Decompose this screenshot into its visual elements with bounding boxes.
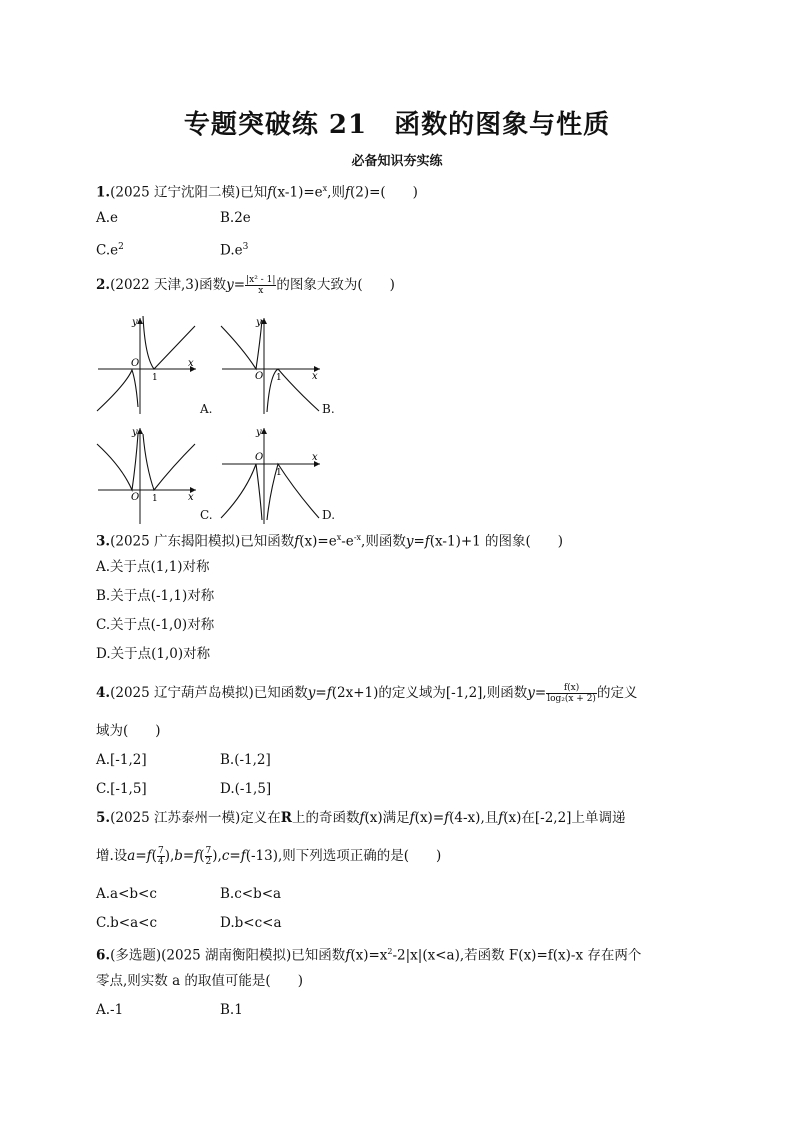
axis-y-label: y: [132, 317, 138, 328]
graph-label-d[interactable]: D.: [322, 508, 336, 522]
question-3-stem: 3.(2025 广东揭阳模拟)已知函数$f(x)=e^x-e^{-x}$,则函数y=f(x-1)+1 的图象( ): [96, 533, 564, 550]
question-1-option-c[interactable]: $C.e^2$: [96, 242, 124, 259]
graph-label-a[interactable]: A.: [200, 402, 213, 416]
question-3-option-b[interactable]: B.关于点(-1,1)对称: [96, 588, 215, 604]
tick-label-1: 1: [276, 468, 282, 478]
question-1-option-a[interactable]: A.e: [96, 210, 119, 226]
question-4-stem-line-2: 域为( ): [96, 723, 161, 739]
question-5-option-d[interactable]: D.b<c<a: [220, 915, 282, 931]
axis-x-label: x: [188, 492, 194, 503]
section-subtitle: 必备知识夯实练: [351, 154, 443, 169]
graph-option-a[interactable]: [92, 312, 202, 416]
axis-x-label: x: [312, 371, 318, 382]
question-4-option-d[interactable]: D.(-1,5]: [220, 781, 272, 797]
question-4-stem: 4.(2025 辽宁葫芦岛模拟)已知函数y=f(2x+1)的定义域为[-1,2],则函数y= $\frac{f(x)}{\text{log₂(x + 2)}}$ 的定义: [96, 683, 638, 704]
fraction: $\frac{\text{|x² - 1|}}{x}$: [246, 275, 276, 296]
question-5-option-b[interactable]: B.c<b<a: [220, 886, 282, 902]
graph-option-d[interactable]: [216, 422, 326, 526]
question-6-option-a[interactable]: A.-1: [96, 1002, 124, 1018]
graph-option-b[interactable]: [216, 312, 326, 416]
origin-label: O: [131, 492, 140, 503]
question-5-option-c[interactable]: C.b<a<c: [96, 915, 158, 931]
tick-label-1: 1: [152, 373, 158, 383]
question-4-option-b[interactable]: B.(-1,2]: [220, 752, 271, 768]
question-5-stem: 5.(2025 江苏泰州一模)定义在R上的奇函数f(x)满足f(x)=f(4-x),且f(x)在[-2,2]上单调递: [96, 810, 626, 826]
question-4-option-c[interactable]: C.[-1,5]: [96, 781, 147, 797]
question-2-stem: 2.(2022 天津,3)函数y= $\frac{\text{|x² - 1|}}{x}$ 的图象大致为( ): [96, 275, 395, 296]
graph-label-b[interactable]: B.: [322, 402, 335, 416]
graph-option-c[interactable]: [92, 422, 202, 526]
graph-label-c[interactable]: C.: [200, 508, 213, 522]
origin-label: O: [131, 358, 140, 369]
tick-label-1: 1: [152, 494, 158, 504]
question-6-option-b[interactable]: B.1: [220, 1002, 243, 1018]
axis-x-label: x: [312, 452, 318, 463]
question-3-option-a[interactable]: A.关于点(1,1)对称: [96, 559, 210, 575]
origin-label: O: [255, 371, 264, 382]
origin-label: O: [255, 452, 264, 463]
axis-y-label: y: [256, 427, 262, 438]
fraction: $\frac{f(x)}{\text{log₂(x + 2)}}$: [547, 683, 596, 704]
question-6-stem: 6.(多选题)(2025 湖南衡阳模拟)已知函数$f(x)=x^2-2|x|(x<a)$,若函数 F(x)=f(x)-x 存在两个: [96, 947, 642, 964]
question-6-stem-line-2: 零点,则实数 a 的取值可能是( ): [96, 973, 303, 989]
question-1-option-b[interactable]: B.2e: [220, 210, 251, 226]
question-5-option-a[interactable]: A.a<b<c: [96, 886, 157, 902]
question-4-option-a[interactable]: A.[-1,2]: [96, 752, 147, 768]
tick-label-1: 1: [276, 373, 282, 383]
question-5-stem-line-2: 增.设a=f( $\frac{7}{4}$ ),b=f( $\frac{7}{2}$ ),c=f(-13),则下列选项正确的是( ): [96, 846, 442, 867]
question-1-option-d[interactable]: $D.e^3$: [220, 242, 249, 259]
axis-y-label: y: [132, 427, 138, 438]
question-3-option-c[interactable]: C.关于点(-1,0)对称: [96, 617, 215, 633]
page-title: 专题突破练 21 函数的图象与性质: [183, 110, 611, 140]
question-3-option-d[interactable]: D.关于点(1,0)对称: [96, 646, 211, 662]
axis-x-label: x: [188, 358, 194, 369]
question-1-stem: 1.(2025 辽宁沈阳二模)已知$f(x-1)=e^x$,则f(2)=( ): [96, 184, 418, 201]
axis-y-label: y: [256, 317, 262, 328]
